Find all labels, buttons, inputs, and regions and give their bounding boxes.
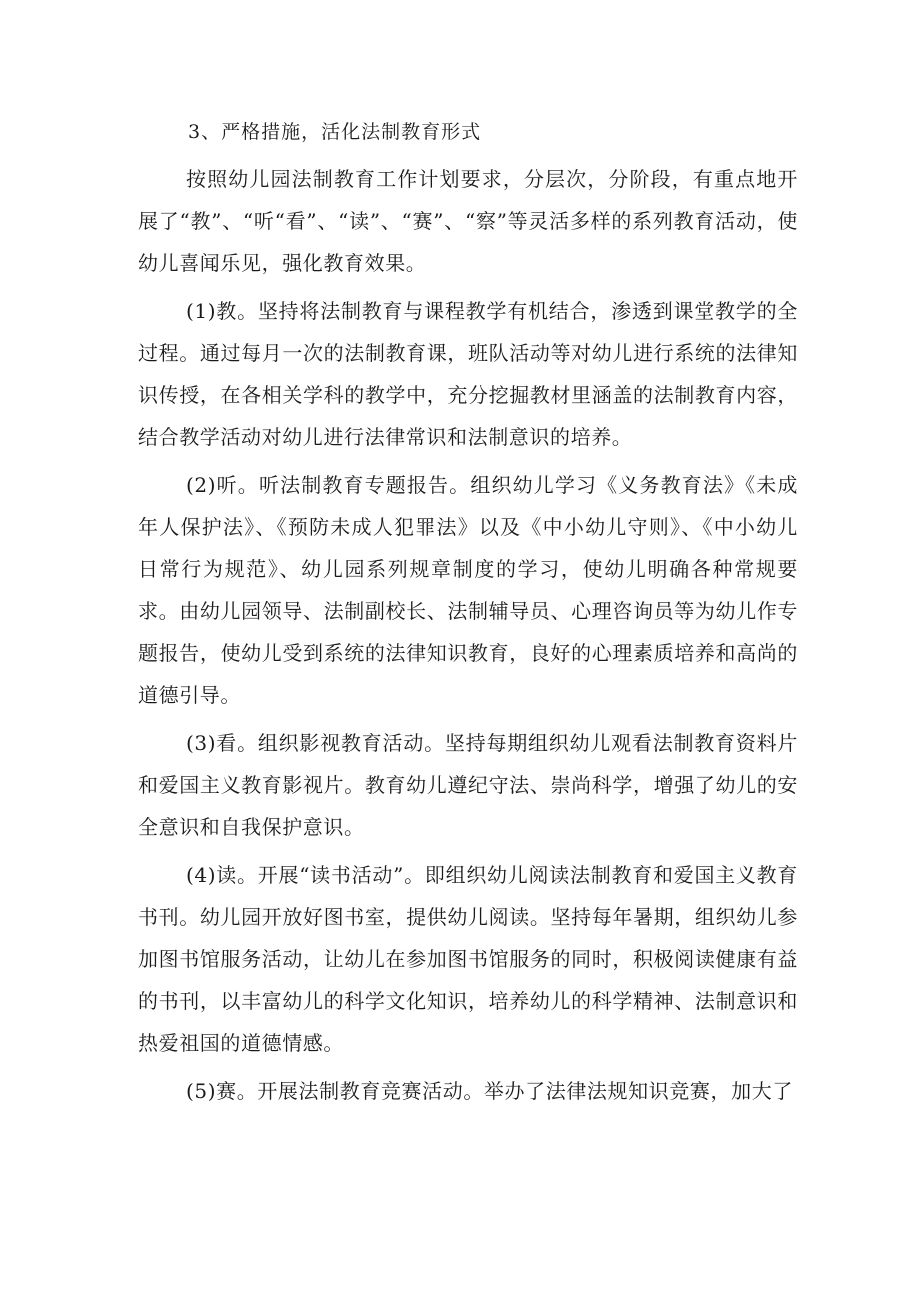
document-body (138, 112, 798, 1118)
section-heading: 3、严格措施，活化法制教育形式 (188, 121, 482, 143)
paragraph-compete: (5)赛。开展法制教育竞赛活动。举办了法律法规知识竞赛，加大了 (186, 1079, 793, 1103)
paragraph-listen: (2)听。听法制教育专题报告。组织幼儿学习《义务教育法》《未成年人保护法》、《预防未成人犯罪法》以及《中小幼儿守则》、《中小幼儿日常行为规范》、幼儿园系列规章制度的学习，使幼儿明确各种常规要求。由幼儿园领导、法制副校长、法制辅导员、心理咨询员等为幼儿作专题报告，使幼儿受到系统的法律知识教育，良好的心理素质培养和高尚的道德引导。 (138, 473, 798, 707)
paragraph-watch: (3)看。组织影视教育活动。坚持每期组织幼儿观看法制教育资料片和爱国主义教育影视片。教育幼儿遵纪守法、崇尚科学，增强了幼儿的安全意识和自我保护意识。 (138, 731, 798, 839)
paragraph-intro: 按照幼儿园法制教育工作计划要求，分层次，分阶段，有重点地开展了“教”、“听“看”、“读”、“赛”、“察”等灵活多样的系列教育活动，使幼儿喜闻乐见，强化教育效果。 (138, 167, 798, 275)
paragraph-read: (4)读。开展“读书活动”。即组织幼儿阅读法制教育和爱国主义教育书刊。幼儿园开放好图书室，提供幼儿阅读。坚持每年暑期，组织幼儿参加图书馆服务活动，让幼儿在参加图书馆服务的同时，积极阅读健康有益的书刊，以丰富幼儿的科学文化知识，培养幼儿的科学精神、法制意识和热爱祖国的道德情感。 (138, 863, 798, 1055)
paragraph-teach: (1)教。坚持将法制教育与课程教学有机结合，渗透到课堂教学的全过程。通过每月一次的法制教育课，班队活动等对幼儿进行系统的法律知识传授，在各相关学科的教学中，充分挖掘教材里涵盖的法制教育内容，结合教学活动对幼儿进行法律常识和法制意识的培养。 (138, 299, 798, 449)
